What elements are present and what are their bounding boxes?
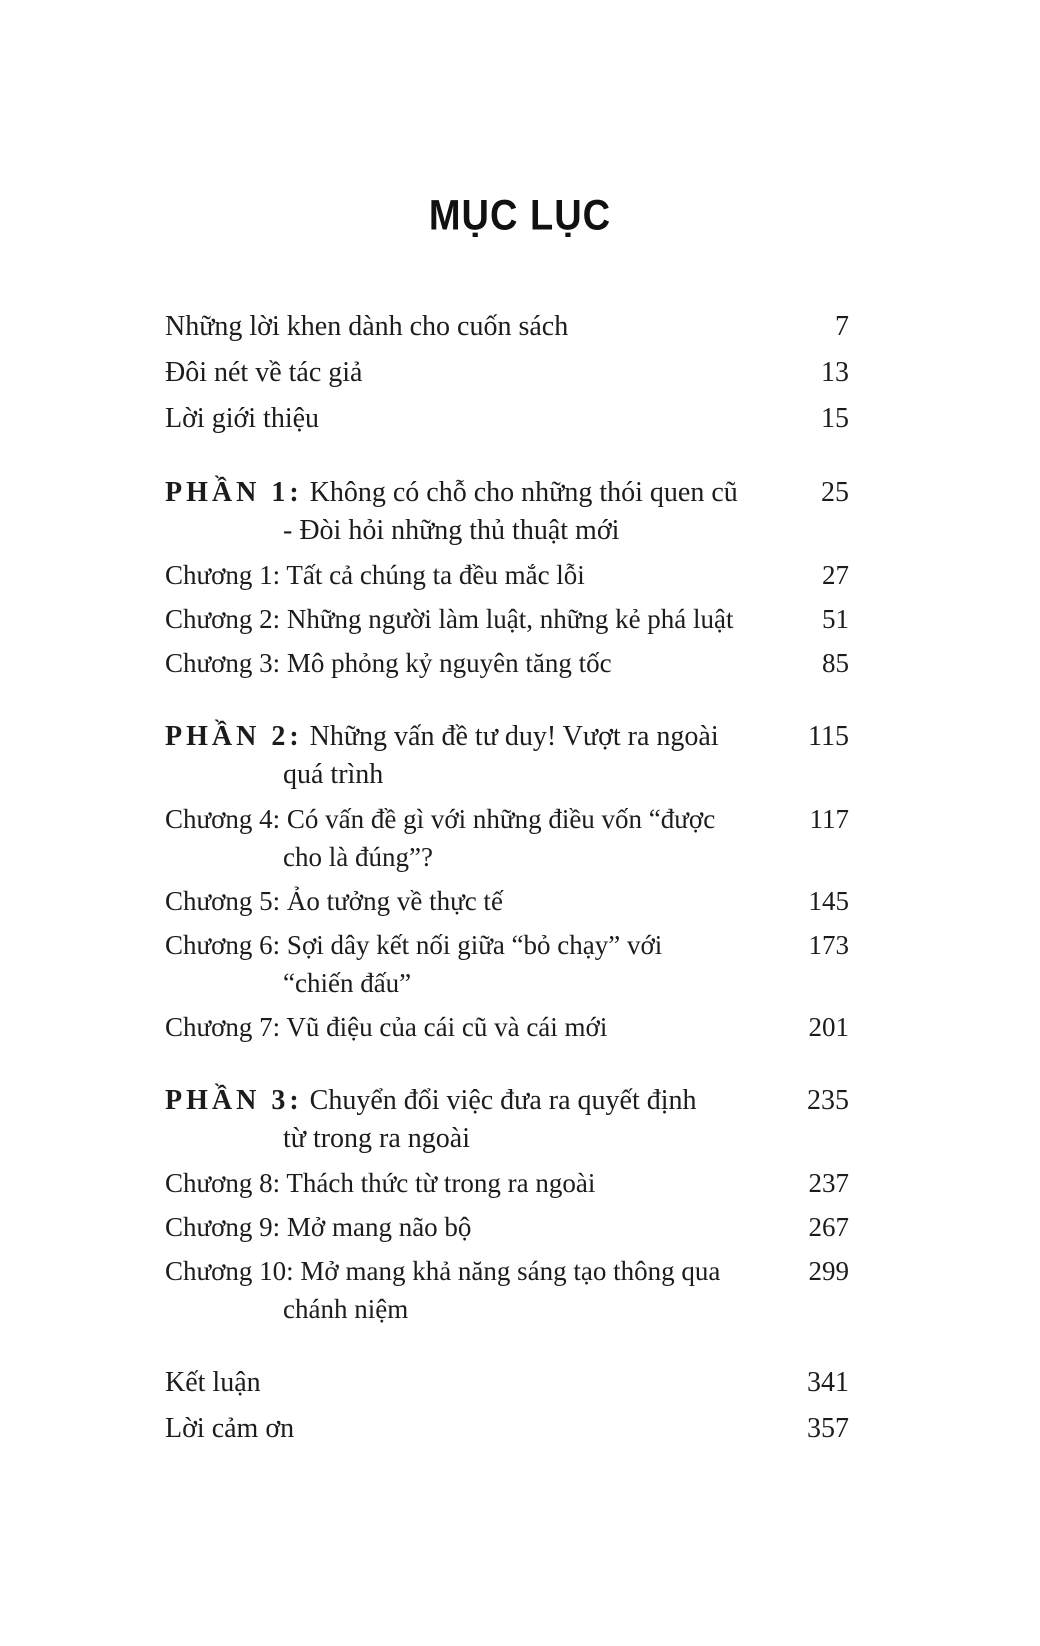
entry-title: Chương 4: Có vấn đề gì với những điều vốn “được xyxy=(165,804,716,834)
page-number: 173 xyxy=(808,930,849,960)
entry-title: Chương 9: Mở mang não bộ xyxy=(165,1212,472,1242)
entry-title: Kết luận xyxy=(165,1367,261,1398)
entry-continuation: từ trong ra ngoài xyxy=(283,1123,471,1154)
page-title: MỤC LỤC xyxy=(428,192,612,240)
page-number: 267 xyxy=(808,1212,849,1242)
entry-text xyxy=(165,477,785,547)
page-number: 235 xyxy=(807,1085,849,1116)
toc-entry xyxy=(165,357,849,389)
entry-text xyxy=(165,311,785,343)
toc-entry xyxy=(165,1367,849,1399)
entry-title: Chương 8: Thách thức từ trong ra ngoài xyxy=(165,1168,596,1198)
entry-title: Lời giới thiệu xyxy=(165,403,320,434)
toc-entry-part xyxy=(165,477,849,547)
page-number: 7 xyxy=(835,311,849,342)
toc-entry xyxy=(165,559,849,591)
toc-entry xyxy=(165,803,849,873)
entry-title: Lời cảm ơn xyxy=(165,1413,295,1444)
entry-text xyxy=(165,559,785,591)
entry-text xyxy=(165,721,785,791)
toc-entry xyxy=(165,403,849,435)
entry-text xyxy=(165,885,785,917)
entry-title: Chương 5: Ảo tưởng về thực tế xyxy=(165,886,503,916)
page-number: 145 xyxy=(808,886,849,916)
page-number: 117 xyxy=(809,804,849,834)
entry-text xyxy=(165,1167,785,1199)
entry-continuation: - Đòi hỏi những thủ thuật mới xyxy=(283,515,620,546)
toc-entry xyxy=(165,1413,849,1445)
entry-text xyxy=(165,403,785,435)
entry-text xyxy=(165,603,785,635)
toc-entry xyxy=(165,1211,849,1243)
toc-group-back-matter xyxy=(165,1367,849,1445)
toc-group-part-2 xyxy=(165,721,849,1043)
entry-text xyxy=(165,929,785,999)
entry-prefix: PHẦN 2: xyxy=(165,721,303,752)
entry-text xyxy=(165,1085,785,1155)
page-number: 201 xyxy=(808,1012,849,1042)
entry-title: Chương 2: Những người làm luật, những kẻ phá luật xyxy=(165,604,734,634)
entry-prefix: PHẦN 1: xyxy=(165,477,303,508)
entry-title: Chương 10: Mở mang khả năng sáng tạo thông qua xyxy=(165,1256,721,1286)
entry-continuation: cho là đúng”? xyxy=(283,842,433,872)
entry-text xyxy=(165,1413,785,1445)
page-number: 27 xyxy=(822,560,849,590)
entry-title: Chương 1: Tất cả chúng ta đều mắc lỗi xyxy=(165,560,585,590)
entry-text xyxy=(165,1367,785,1399)
toc-entry xyxy=(165,885,849,917)
entry-continuation: quá trình xyxy=(283,759,384,790)
toc-entry xyxy=(165,1011,849,1043)
entry-text xyxy=(165,1255,785,1325)
page-number: 115 xyxy=(808,721,849,752)
toc-entry xyxy=(165,1167,849,1199)
entry-title: Chương 6: Sợi dây kết nối giữa “bỏ chạy” với xyxy=(165,930,663,960)
entry-title: Chương 3: Mô phỏng kỷ nguyên tăng tốc xyxy=(165,648,612,678)
page-number: 357 xyxy=(807,1413,849,1444)
toc-entry xyxy=(165,311,849,343)
page-number: 341 xyxy=(807,1367,849,1398)
entry-title: Chương 7: Vũ điệu của cái cũ và cái mới xyxy=(165,1012,608,1042)
entry-prefix: PHẦN 3: xyxy=(165,1085,303,1116)
page-number: 13 xyxy=(821,357,849,388)
entry-text xyxy=(165,1211,785,1243)
entry-title: Đôi nét về tác giả xyxy=(165,357,363,388)
page-number: 25 xyxy=(821,477,849,508)
toc-entry xyxy=(165,647,849,679)
toc-group-part-1 xyxy=(165,477,849,679)
toc-group-front-matter xyxy=(165,311,849,435)
entry-title: Chuyển đổi việc đưa ra quyết định xyxy=(302,1085,697,1116)
entry-title: Những lời khen dành cho cuốn sách xyxy=(165,311,569,342)
entry-title: Không có chỗ cho những thói quen cũ xyxy=(302,477,738,508)
page-number: 15 xyxy=(821,403,849,434)
page-number: 85 xyxy=(822,648,849,678)
page-number: 237 xyxy=(808,1168,849,1198)
toc-entry xyxy=(165,603,849,635)
page-number: 299 xyxy=(808,1256,849,1286)
toc-entry-part xyxy=(165,721,849,791)
page-number: 51 xyxy=(822,604,849,634)
toc-entry xyxy=(165,1255,849,1325)
entry-continuation: chánh niệm xyxy=(283,1294,409,1324)
entry-text xyxy=(165,1011,785,1043)
entry-text xyxy=(165,803,785,873)
toc-entry xyxy=(165,929,849,999)
table-of-contents xyxy=(165,311,849,1445)
toc-entry-part xyxy=(165,1085,849,1155)
entry-title: Những vấn đề tư duy! Vượt ra ngoài xyxy=(302,721,719,752)
entry-text xyxy=(165,647,785,679)
entry-continuation: “chiến đấu” xyxy=(283,968,412,998)
entry-text xyxy=(165,357,785,389)
toc-group-part-3 xyxy=(165,1085,849,1325)
